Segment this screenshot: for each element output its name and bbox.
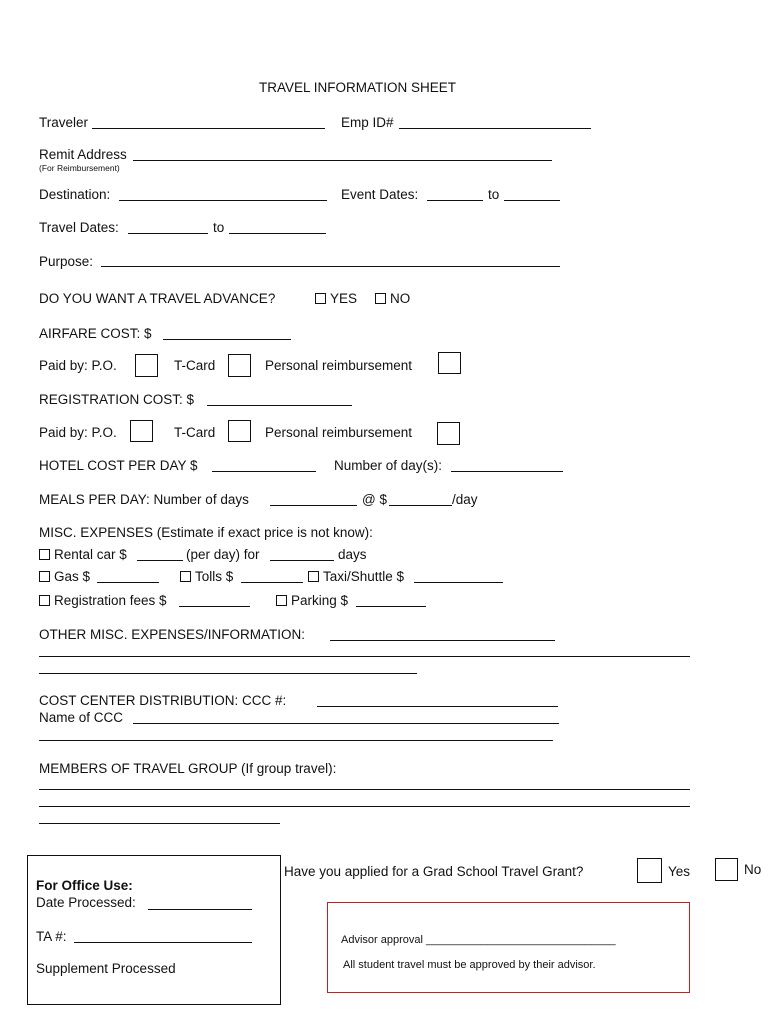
- advisor-approval-box: [327, 902, 690, 993]
- other-misc-field-2[interactable]: [39, 656, 690, 657]
- purpose-label: Purpose:: [39, 254, 94, 269]
- meals-per-day: /day: [452, 492, 478, 507]
- misc-tolls[interactable]: [180, 569, 233, 584]
- advance-question: DO YOU WANT A TRAVEL ADVANCE?: [39, 291, 276, 306]
- members-field-3[interactable]: [39, 823, 280, 824]
- date-processed-label: Date Processed:: [36, 895, 136, 910]
- gas-field[interactable]: [97, 582, 159, 583]
- other-misc-field-3[interactable]: [39, 673, 417, 674]
- advance-no-option[interactable]: [375, 291, 410, 306]
- registration-field[interactable]: [207, 405, 352, 406]
- ccc-number-field[interactable]: [317, 706, 558, 707]
- registration-paid-by-label: Paid by: P.O.: [39, 425, 117, 440]
- checkbox-icon[interactable]: [276, 595, 287, 606]
- rental-days-field[interactable]: [270, 560, 334, 561]
- grant-yes-checkbox[interactable]: [637, 858, 662, 883]
- travel-dates-label: Travel Dates:: [39, 220, 119, 235]
- misc-parking[interactable]: [276, 593, 348, 608]
- hotel-cost-field[interactable]: [212, 471, 316, 472]
- meals-at-label: @ $: [362, 492, 387, 507]
- checkbox-icon[interactable]: [39, 595, 50, 606]
- grant-question: Have you applied for a Grad School Travel Grant?: [284, 864, 584, 879]
- checkbox-icon[interactable]: [39, 571, 50, 582]
- taxi-label: Taxi/Shuttle $: [323, 569, 405, 584]
- event-dates-to: to: [488, 187, 500, 202]
- hotel-days-field[interactable]: [451, 471, 563, 472]
- airfare-tcard-label: T-Card: [174, 358, 216, 373]
- gas-label: Gas $: [54, 569, 91, 584]
- office-use-box: [27, 855, 281, 1005]
- event-dates-label: Event Dates:: [341, 187, 419, 202]
- misc-gas[interactable]: [39, 569, 90, 584]
- registration-personal-checkbox[interactable]: [437, 422, 460, 445]
- destination-field[interactable]: [119, 200, 327, 201]
- travel-date-from-field[interactable]: [128, 233, 208, 234]
- ccc-name-field[interactable]: [133, 723, 559, 724]
- meals-days-field[interactable]: [270, 505, 357, 506]
- registration-fees-field[interactable]: [179, 606, 250, 607]
- airfare-paid-by-label: Paid by: P.O.: [39, 358, 117, 373]
- checkbox-icon[interactable]: [315, 293, 326, 304]
- meals-cost-field[interactable]: [389, 505, 452, 506]
- hotel-label: HOTEL COST PER DAY $: [39, 458, 198, 473]
- rental-car-label: Rental car $: [54, 547, 127, 562]
- airfare-personal-label: Personal reimbursement: [265, 358, 413, 373]
- checkbox-icon[interactable]: [39, 549, 50, 560]
- travel-dates-to: to: [213, 220, 225, 235]
- ta-label: TA #:: [36, 929, 67, 944]
- event-date-to-field[interactable]: [504, 200, 560, 201]
- advance-yes-option[interactable]: [315, 291, 357, 306]
- tolls-label: Tolls $: [195, 569, 234, 584]
- airfare-personal-checkbox[interactable]: [438, 352, 461, 374]
- other-misc-field-1[interactable]: [330, 640, 555, 641]
- travel-date-to-field[interactable]: [229, 233, 326, 234]
- meals-label: MEALS PER DAY: Number of days: [39, 492, 249, 507]
- advisor-approval-text: Advisor approval: [341, 934, 423, 946]
- misc-rental-car[interactable]: [39, 547, 127, 562]
- office-use-title: For Office Use:: [36, 878, 133, 893]
- members-label: MEMBERS OF TRAVEL GROUP (If group travel):: [39, 761, 337, 776]
- remit-address-label: Remit Address: [39, 147, 127, 162]
- grant-no-checkbox[interactable]: [715, 858, 738, 881]
- event-date-from-field[interactable]: [427, 200, 483, 201]
- airfare-field[interactable]: [163, 339, 291, 340]
- airfare-label: AIRFARE COST: $: [39, 326, 152, 341]
- parking-field[interactable]: [356, 606, 426, 607]
- advisor-note: All student travel must be approved by their advisor.: [343, 959, 596, 971]
- checkbox-icon[interactable]: [375, 293, 386, 304]
- advance-no-label: NO: [390, 291, 411, 306]
- date-processed-field[interactable]: [148, 909, 252, 910]
- rental-per-day-for: (per day) for: [186, 547, 260, 562]
- rental-days-label: days: [338, 547, 367, 562]
- registration-po-checkbox[interactable]: [130, 420, 153, 442]
- traveler-field[interactable]: [92, 128, 325, 129]
- taxi-field[interactable]: [414, 582, 503, 583]
- rental-car-field[interactable]: [137, 560, 183, 561]
- advisor-signature-field[interactable]: _______________________________: [426, 934, 616, 946]
- registration-tcard-checkbox[interactable]: [228, 420, 251, 442]
- advance-yes-label: YES: [330, 291, 358, 306]
- destination-label: Destination:: [39, 187, 111, 202]
- checkbox-icon[interactable]: [308, 571, 319, 582]
- members-field-2[interactable]: [39, 806, 690, 807]
- page-title: TRAVEL INFORMATION SHEET: [259, 80, 457, 95]
- ccc-extra-field[interactable]: [39, 740, 553, 741]
- advisor-approval-label: [341, 934, 616, 946]
- cost-center-label: COST CENTER DISTRIBUTION: CCC #:: [39, 693, 287, 708]
- registration-label: REGISTRATION COST: $: [39, 392, 195, 407]
- registration-fees-label: Registration fees $: [54, 593, 167, 608]
- grant-no-label: No: [744, 862, 762, 877]
- grant-yes-label: Yes: [668, 864, 691, 879]
- misc-registration-fees[interactable]: [39, 593, 167, 608]
- purpose-field[interactable]: [101, 266, 560, 267]
- members-field-1[interactable]: [39, 789, 690, 790]
- parking-label: Parking $: [291, 593, 349, 608]
- checkbox-icon[interactable]: [180, 571, 191, 582]
- airfare-po-checkbox[interactable]: [135, 354, 158, 377]
- tolls-field[interactable]: [241, 582, 303, 583]
- supplement-processed-label: Supplement Processed: [36, 961, 176, 976]
- ccc-name-label: Name of CCC: [39, 710, 124, 725]
- hotel-days-label: Number of day(s):: [334, 458, 443, 473]
- emp-id-field[interactable]: [399, 128, 591, 129]
- emp-id-label: Emp ID#: [341, 115, 394, 130]
- remit-note: (For Reimbursement): [39, 163, 120, 173]
- ta-field[interactable]: [74, 942, 252, 943]
- misc-header: MISC. EXPENSES (Estimate if exact price is not know):: [39, 525, 373, 540]
- remit-address-field[interactable]: [133, 160, 552, 161]
- other-misc-label: OTHER MISC. EXPENSES/INFORMATION:: [39, 627, 306, 642]
- registration-personal-label: Personal reimbursement: [265, 425, 413, 440]
- traveler-label: Traveler: [39, 115, 89, 130]
- airfare-tcard-checkbox[interactable]: [228, 354, 251, 377]
- misc-taxi[interactable]: [308, 569, 404, 584]
- registration-tcard-label: T-Card: [174, 425, 216, 440]
